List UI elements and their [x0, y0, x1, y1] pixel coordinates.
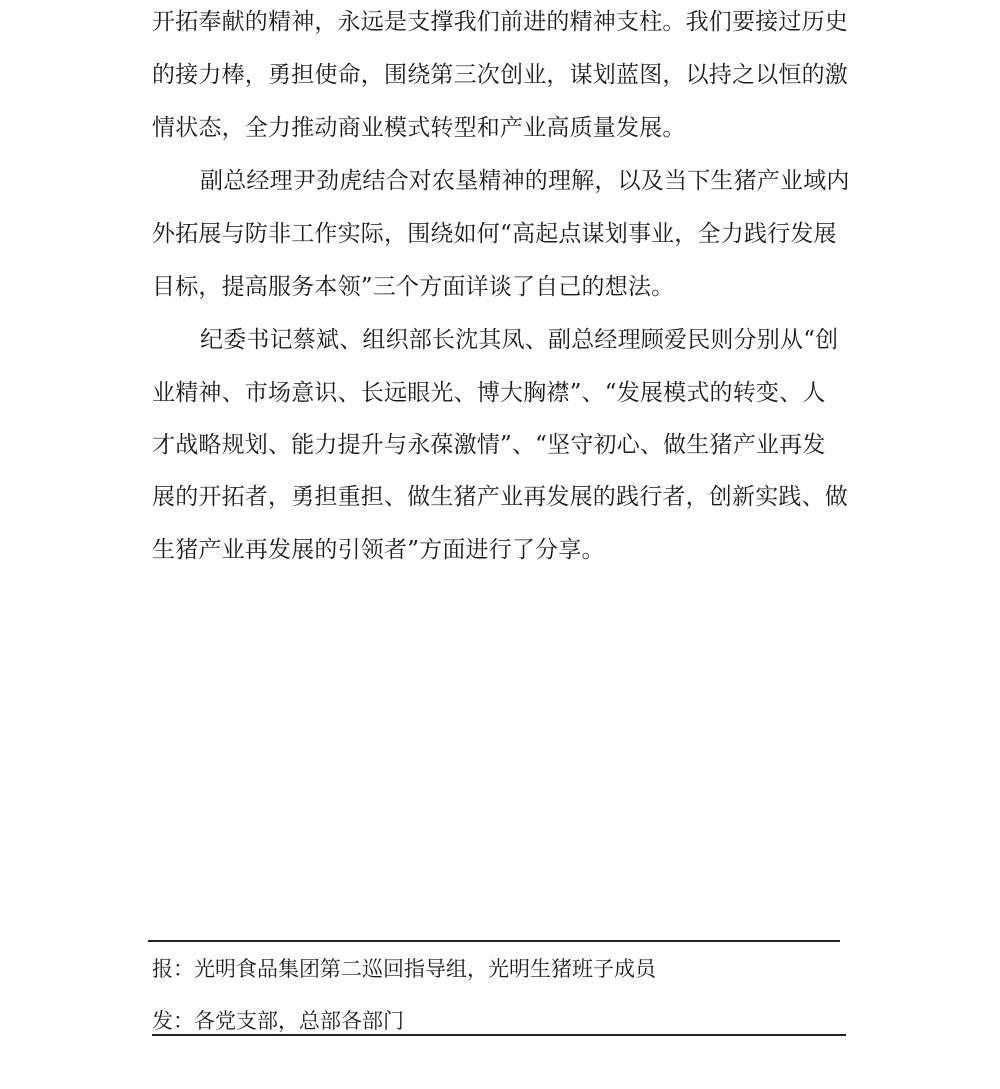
paragraph-line: 生猪产业再发展的引领者”方面进行了分享。	[152, 537, 605, 563]
paragraph-line: 情状态，全力推动商业模式转型和产业高质量发展。	[152, 115, 686, 141]
paragraph-line: 业精神、市场意识、长远眼光、博大胸襟”、“发展模式的转变、人	[152, 380, 826, 406]
paragraph-line: 副总经理尹劲虎结合对农垦精神的理解，以及当下生猪产业域内	[200, 168, 850, 194]
paragraph-line: 展的开拓者，勇担重担、做生猪产业再发展的践行者，创新实践、做	[152, 484, 848, 510]
send-to-line: 发：各党支部，总部各部门	[152, 1009, 404, 1033]
paragraph-line: 外拓展与防非工作实际，围绕如何“高起点谋划事业，全力践行发展	[152, 221, 837, 247]
paragraph-line: 才战略规划、能力提升与永葆激情”、“坚守初心、做生猪产业再发	[152, 432, 826, 458]
distribution-top-rule	[148, 940, 840, 942]
paragraph-line: 的接力棒，勇担使命，围绕第三次创业，谋划蓝图，以持之以恒的激	[152, 62, 848, 88]
paragraph-line: 开拓奉献的精神，永远是支撑我们前进的精神支柱。我们要接过历史	[152, 9, 848, 35]
distribution-bottom-rule	[152, 1034, 846, 1036]
report-to-line: 报：光明食品集团第二巡回指导组，光明生猪班子成员	[152, 957, 656, 981]
paragraph-line: 纪委书记蔡斌、组织部长沈其凤、副总经理顾爱民则分别从“创	[200, 327, 839, 353]
paragraph-line: 目标，提高服务本领”三个方面详谈了自己的想法。	[152, 274, 675, 300]
